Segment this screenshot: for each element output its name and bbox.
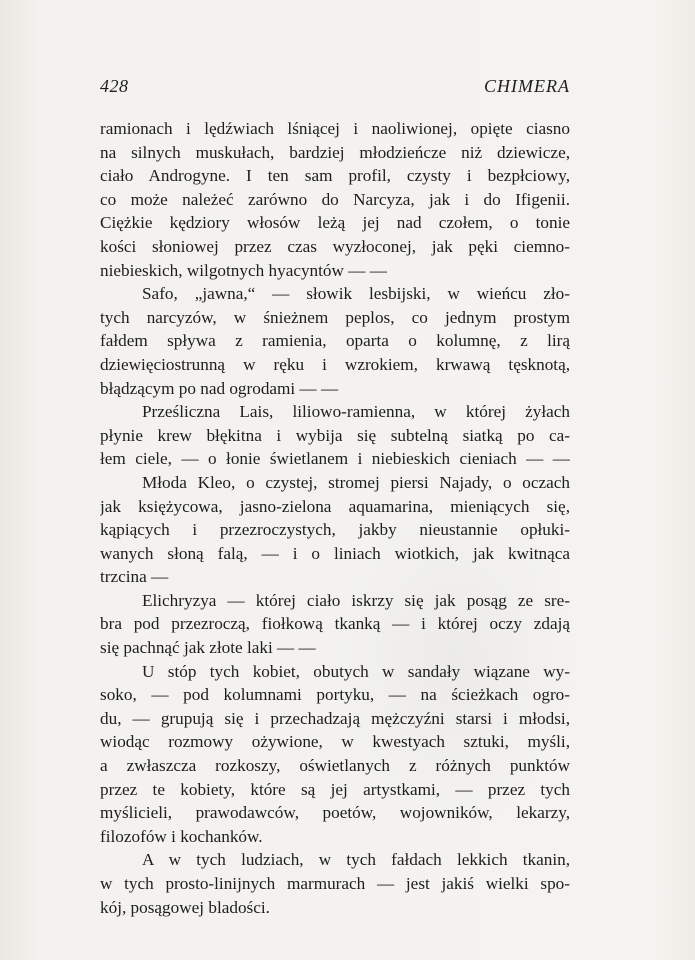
text-line: soko, — pod kolumnami portyku, — na ścieżkach ogro-	[100, 685, 570, 705]
text-line: A w tych ludziach, w tych fałdach lekkich tkanin,	[142, 850, 570, 870]
text-line: a zwłaszcza rozkoszy, oświetlanych z różnych punktów	[100, 756, 570, 776]
text-line: U stóp tych kobiet, obutych w sandały wiązane wy-	[142, 661, 570, 681]
text-line: filozofów i kochanków.	[100, 826, 263, 846]
text-line: płynie krew błękitna i wybija się subtelną siatką po ca-	[100, 425, 570, 445]
text-line: kąpiących i przezroczystych, jakby nieustannie opłuki-	[100, 520, 570, 540]
text-line: Prześliczna Lais, liliowo-ramienna, w której żyłach	[142, 402, 570, 422]
text-line: się pachnąć jak złote laki — —	[100, 638, 316, 658]
text-line: ramionach i lędźwiach lśniącej i naoliwionej, opięte ciasno	[100, 119, 570, 138]
text-line: wanych słoną falą, — i o liniach wiotkich, jak kwitnąca	[100, 543, 570, 563]
text-line: Młoda Kleo, o czystej, stromej piersi Najady, o oczach	[142, 472, 570, 492]
running-title: CHIMERA	[484, 76, 570, 96]
text-line: co może należeć zarówno do Narcyza, jak i do Ifigenii.	[100, 189, 570, 209]
text-line: Safo, „jawna,“ — słowik lesbijski, w wieńcu zło-	[142, 284, 570, 304]
text-line: jak księżycowa, jasno-zielona aquamarina, mieniących się,	[100, 496, 570, 516]
text-line: błądzącym po nad ogrodami — —	[100, 378, 339, 398]
text-line: niebieskich, wilgotnych hyacyntów — —	[100, 260, 387, 280]
text-line: du, — grupują się i przechadzają mężczyźni starsi i młodsi,	[100, 708, 570, 728]
page-number: 428	[100, 76, 129, 96]
running-header	[100, 76, 570, 102]
text-line: wiodąc rozmowy ożywione, w kwestyach sztuki, myśli,	[100, 732, 570, 752]
text-line: Ciężkie kędziory włosów leżą jej nad czołem, o tonie	[100, 213, 570, 233]
body-text	[100, 117, 570, 919]
text-line: trzcina —	[100, 567, 169, 587]
text-line: kój, posągowej bladości.	[100, 897, 270, 917]
text-line: tych narcyzów, w śnieżnem peplos, co jednym prostym	[100, 307, 570, 327]
text-line: fałdem spływa z ramienia, oparta o kolumnę, z lirą	[100, 331, 570, 351]
text-line: myślicieli, prawodawców, poetów, wojowników, lekarzy,	[100, 803, 570, 823]
text-line: łem ciele, — o łonie świetlanem i niebieskich cieniach — —	[100, 449, 570, 469]
text-line: Elichryzya — której ciało iskrzy się jak posąg ze sre-	[142, 590, 570, 610]
text-line: ciało Androgyne. I ten sam profil, czysty i bezpłciowy,	[100, 166, 570, 186]
text-line: na silnych muskułach, bardziej młodzieńcze niż dziewicze,	[100, 142, 570, 162]
text-line: kości słoniowej przez czas wyzłoconej, jak pęki ciemno-	[100, 236, 570, 256]
text-line: w tych prosto-linijnych marmurach — jest jakiś wielki spo-	[100, 874, 570, 893]
text-line: dziewięciostrunną w ręku i wzrokiem, krwawą tęsknotą,	[100, 354, 570, 374]
text-line: przez te kobiety, które są jej artystkami, — przez tych	[100, 779, 570, 799]
text-line: bra pod przezroczą, fiołkową tkanką — i której oczy zdają	[100, 614, 570, 634]
